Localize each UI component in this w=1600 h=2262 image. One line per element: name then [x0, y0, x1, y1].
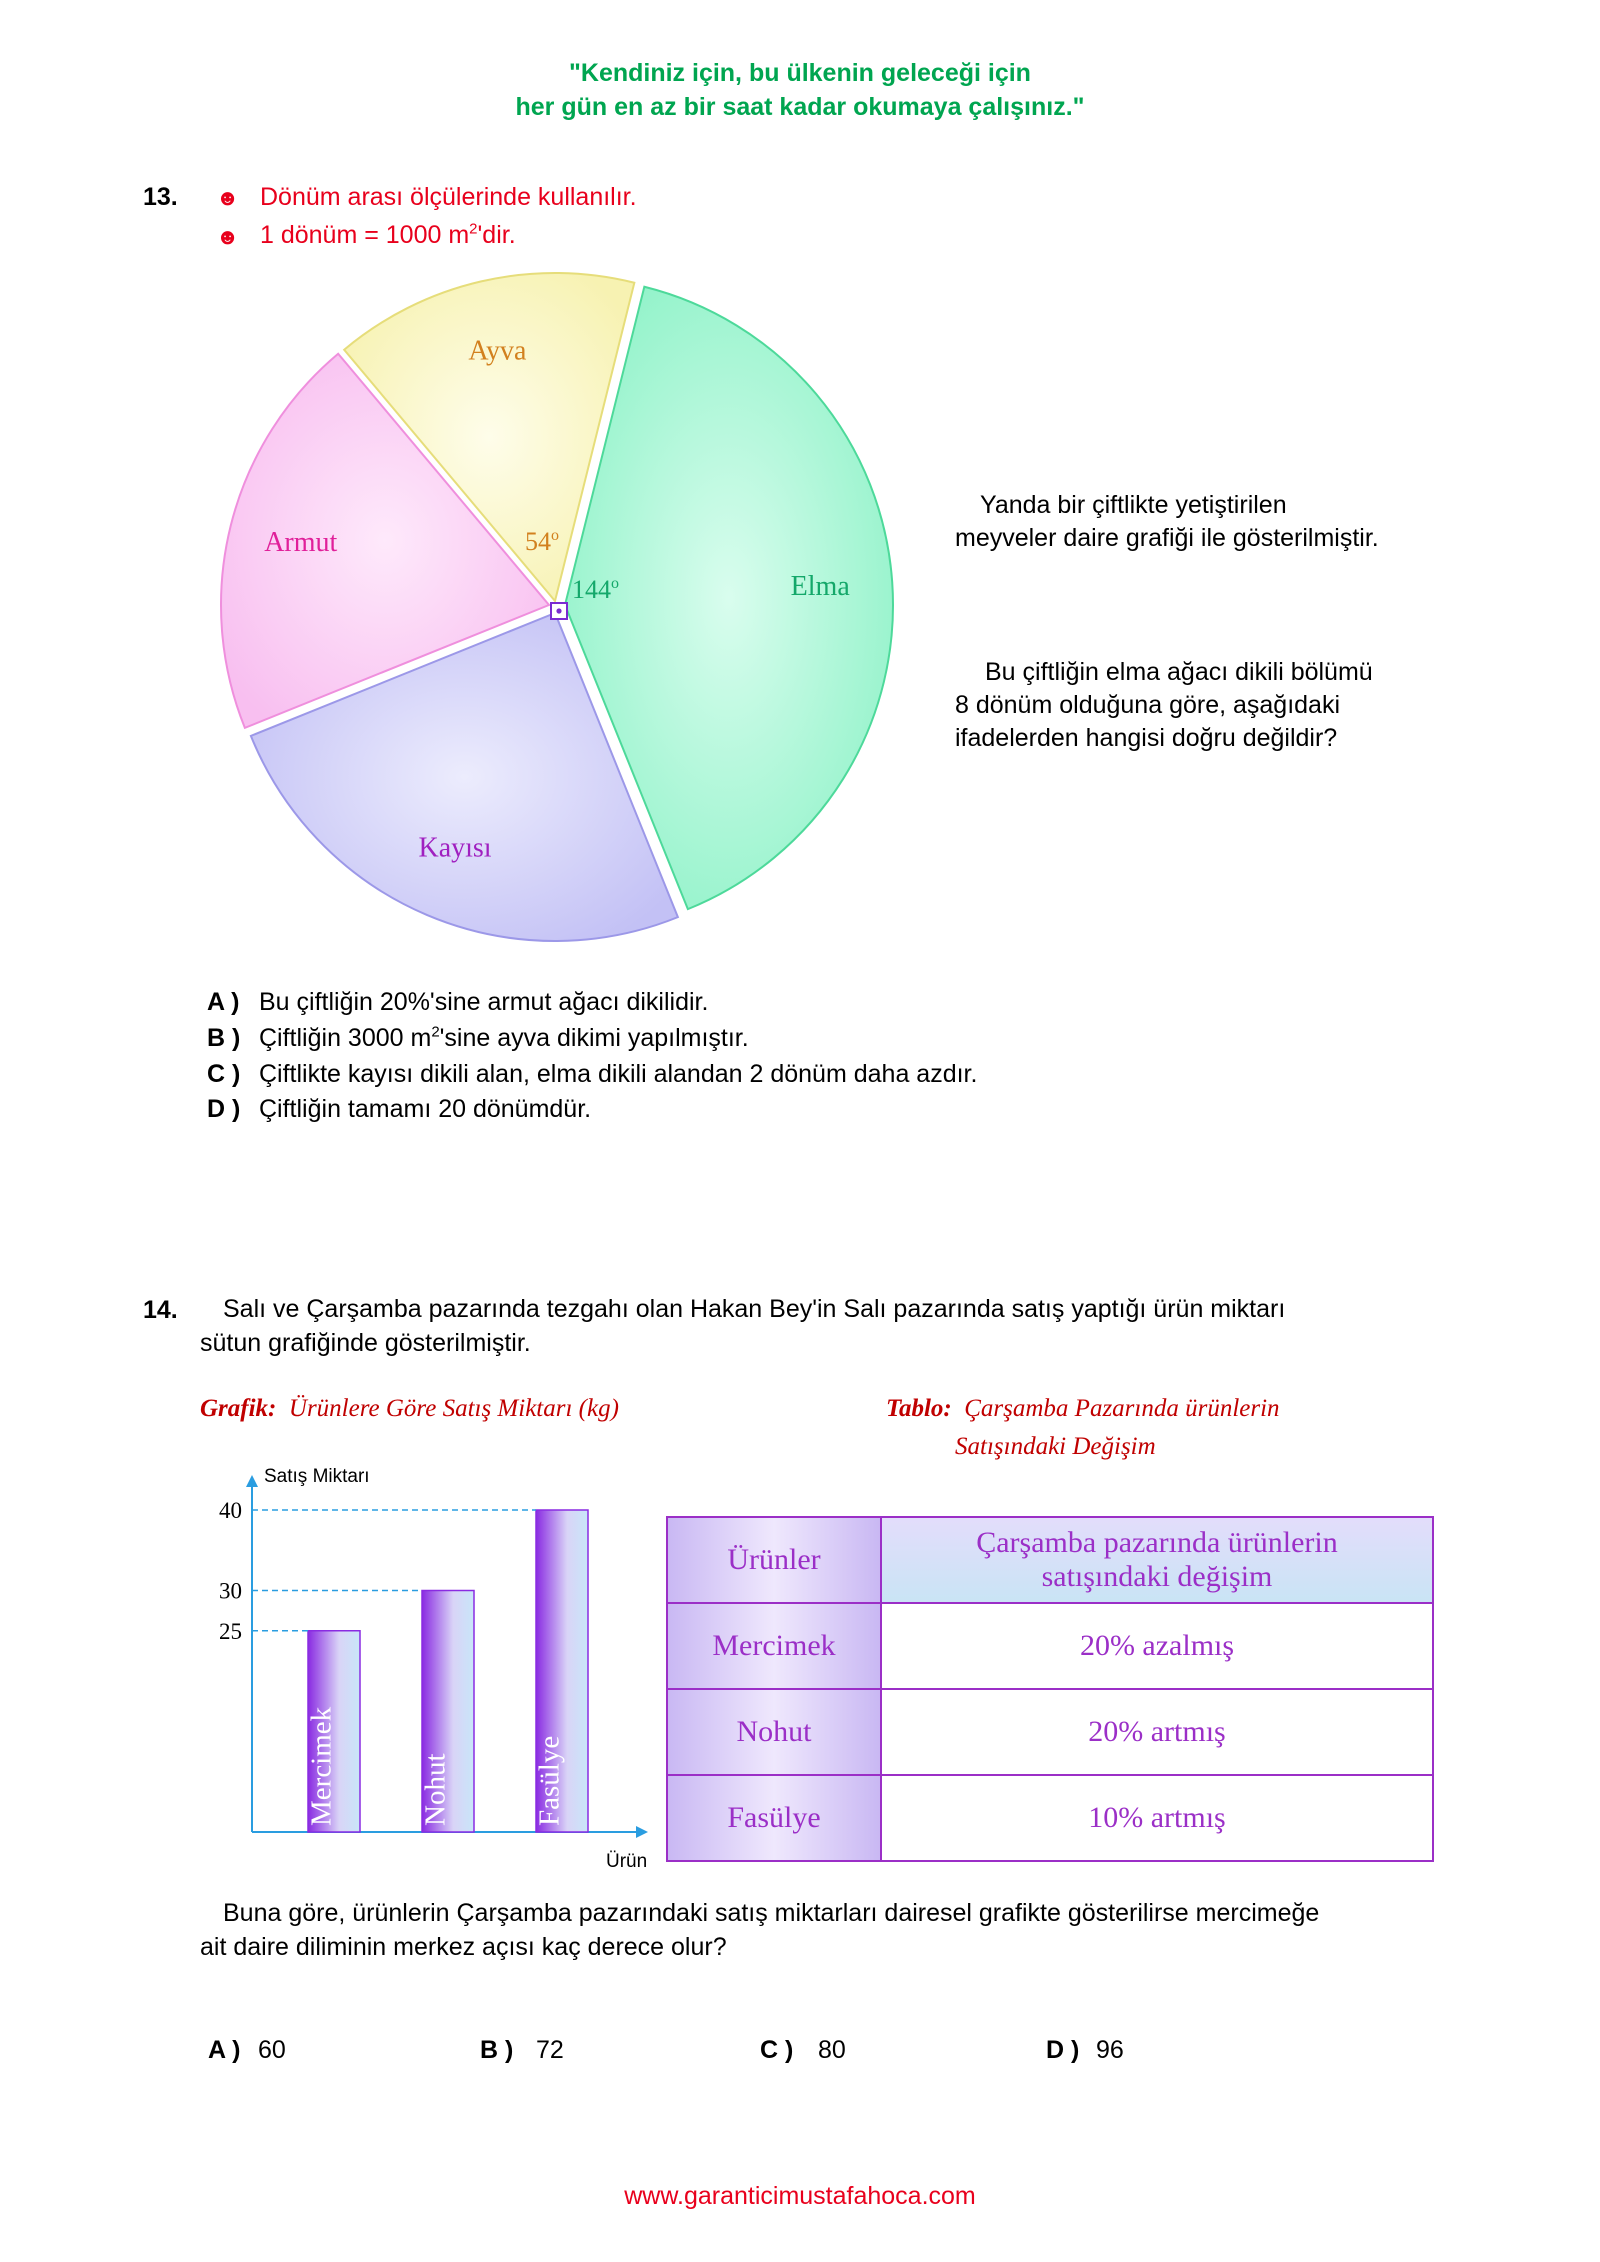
right-angle-marker: [551, 603, 567, 619]
quote-line-2: her gün en az bir saat kadar okumaya çalışınız.": [515, 93, 1085, 121]
y-axis-label: Satış Miktarı: [264, 1466, 370, 1487]
q13-option-a[interactable]: A ) Bu çiftliğin 20%'sine armut ağacı dikilidir.: [207, 988, 709, 1016]
pie-label-elma: Elma: [790, 571, 850, 603]
chart-caption: Grafik: Ürünlere Göre Satış Miktarı (kg): [200, 1395, 619, 1422]
table-cell-product: Nohut: [667, 1689, 881, 1775]
table-head-products: Ürünler: [667, 1517, 881, 1603]
table-cell-change: 20% artmış: [881, 1689, 1433, 1775]
bar-label-nohut: Nohut: [419, 1753, 452, 1826]
q13-option-b[interactable]: B ) Çiftliğin 3000 $m^2'\sin e$ ayva dikimi yapılmıştır.: [207, 1023, 749, 1052]
q14-intro-2: sütun grafiğinde gösterilmiştir.: [200, 1329, 531, 1357]
pie-label-armut: Armut: [264, 527, 338, 559]
table-cell-change: 20% azalmış: [881, 1603, 1433, 1689]
pie-angle-label: 54$^o$: [525, 527, 559, 556]
q14-option-c[interactable]: C ) 80: [760, 2036, 846, 2064]
question-13-number: 13.: [143, 183, 178, 211]
q13-question-3: ifadelerden hangisi doğru değildir?: [955, 724, 1338, 752]
q13-desc-1: Yanda bir çiftlikte yetiştirilen: [980, 491, 1287, 519]
table-row: [667, 1775, 1433, 1861]
pie-chart: [180, 260, 940, 960]
x-axis-label: Ürün: [606, 1851, 648, 1872]
table-row: [667, 1603, 1433, 1689]
x-axis-arrow-icon: [636, 1826, 648, 1838]
bar-label-mercimek: Mercimek: [305, 1706, 338, 1826]
table-cell-product: Fasülye: [667, 1775, 881, 1861]
question-14-number: 14.: [143, 1296, 178, 1324]
q14-option-d[interactable]: D ) 96: [1046, 2036, 1124, 2064]
q13-note-2: 1 dönüm = 1000 $m^2'dir$.: [260, 220, 516, 249]
q13-desc-2: meyveler daire grafiği ile gösterilmiştir.: [955, 524, 1379, 552]
q13-option-c[interactable]: C ) Çiftlikte kayısı dikili alan, elma dikili alandan 2 dönüm daha azdır.: [207, 1060, 978, 1088]
table-caption-1: Tablo: Çarşamba Pazarında ürünlerin: [886, 1395, 1280, 1422]
smiley-icon: ☻: [216, 185, 240, 210]
q13-question-2: 8 dönüm olduğuna göre, aşağıdaki: [955, 691, 1341, 719]
bar-chart: [200, 1465, 660, 1875]
table-cell-product: Mercimek: [667, 1603, 881, 1689]
table-caption-2: Satışındaki Değişim: [955, 1433, 1156, 1460]
pie-label-ayva: Ayva: [468, 335, 527, 367]
smiley-icon: ☻: [216, 224, 240, 249]
q14-intro-1: Salı ve Çarşamba pazarında tezgahı olan Hakan Bey'in Salı pazarında satış yaptığı ürün miktarı: [223, 1295, 1286, 1323]
table-row: [667, 1689, 1433, 1775]
table-header-row: [667, 1517, 1433, 1603]
q14-question-2: ait daire diliminin merkez açısı kaç derece olur?: [200, 1933, 727, 1961]
y-tick-label: 25: [219, 1618, 242, 1644]
q14-option-a[interactable]: A ) 60: [208, 2036, 286, 2064]
q13-question-1: Bu çiftliğin elma ağacı dikili bölümü: [985, 658, 1373, 686]
q13-option-d[interactable]: D ) Çiftliğin tamamı 20 dönümdür.: [207, 1095, 592, 1123]
bar-label-fasülye: Fasülye: [533, 1735, 566, 1826]
y-tick-label: 30: [219, 1578, 242, 1604]
change-table: [666, 1516, 1434, 1862]
quote-line-1: "Kendiniz için, bu ülkenin geleceği için: [569, 59, 1031, 87]
pie-label-kayısı: Kayısı: [418, 832, 492, 864]
y-tick-label: 40: [219, 1498, 242, 1523]
pie-angle-label: 144$^o$: [572, 575, 619, 604]
table-head-change: Çarşamba pazarında ürünlerin satışındaki değişim: [881, 1517, 1433, 1603]
q14-option-b[interactable]: B ) 72: [480, 2036, 564, 2064]
y-axis-arrow-icon: [246, 1475, 258, 1487]
q14-question-1: Buna göre, ürünlerin Çarşamba pazarındaki satış miktarları dairesel grafikte gösterilirse mercimeğe: [223, 1899, 1320, 1927]
table-cell-change: 10% artmış: [881, 1775, 1433, 1861]
q13-note-1: Dönüm arası ölçülerinde kullanılır.: [260, 183, 637, 211]
footer-link[interactable]: www.garanticimustafahoca.com: [624, 2182, 976, 2210]
